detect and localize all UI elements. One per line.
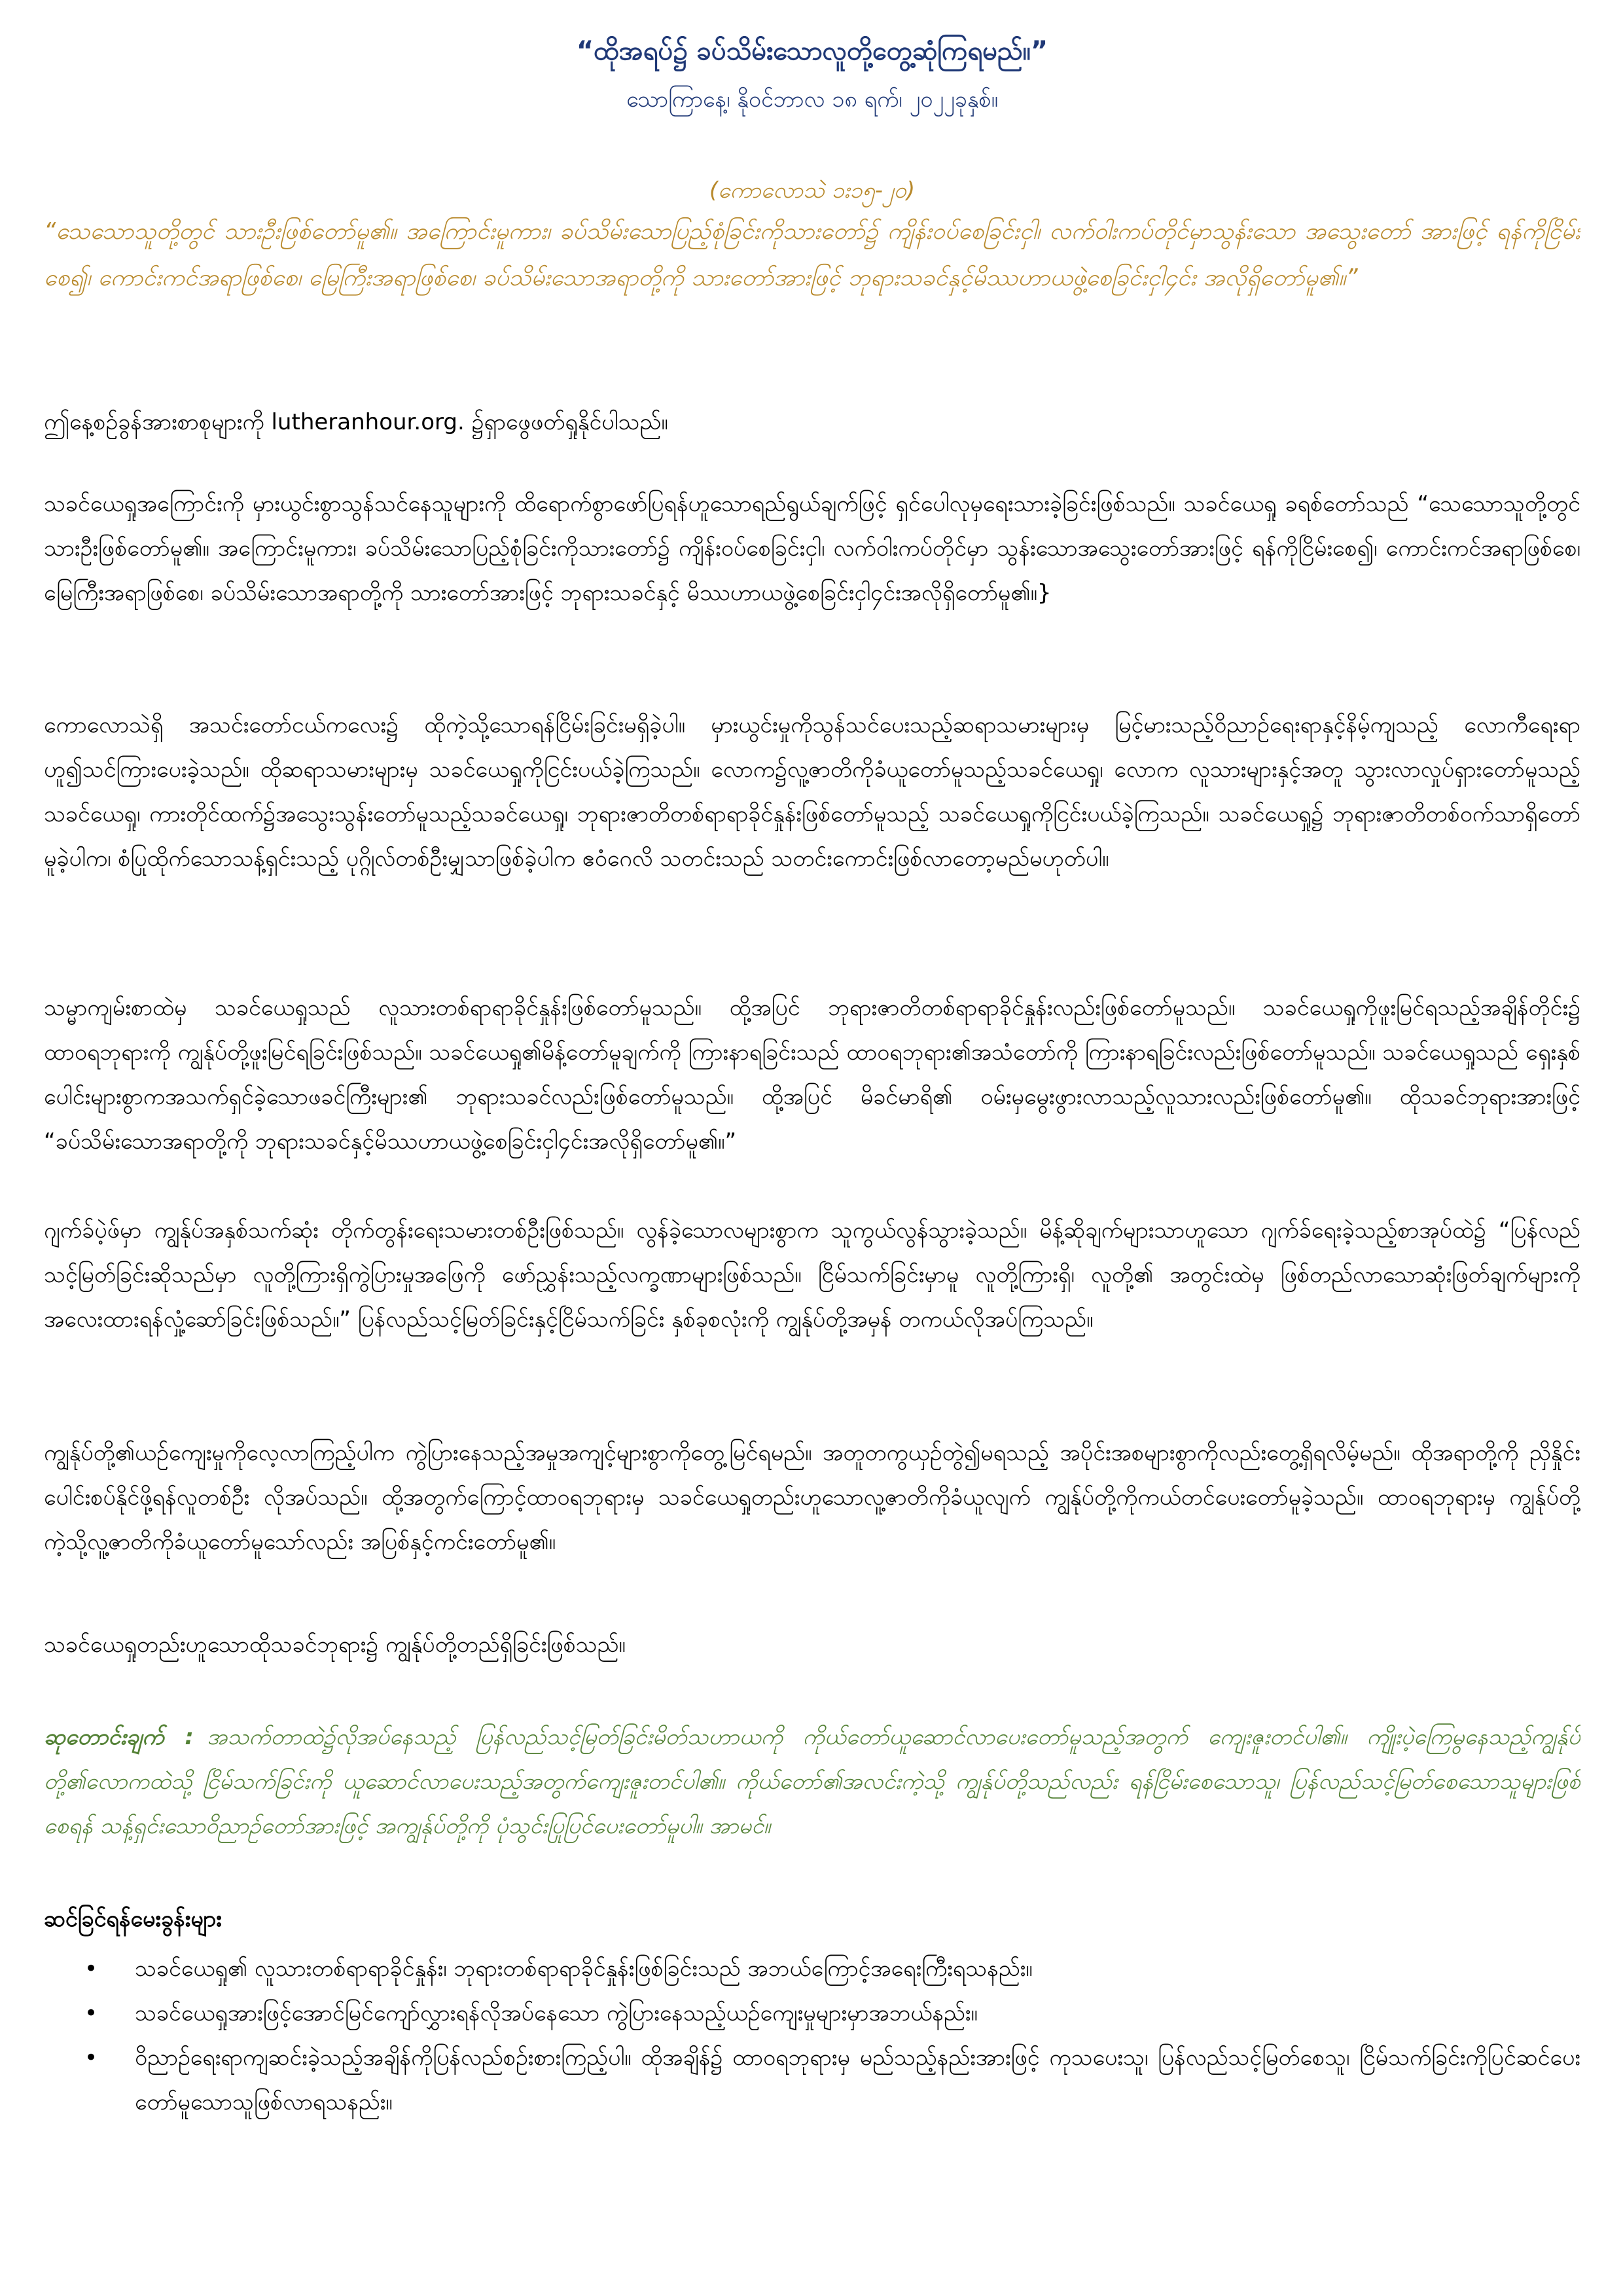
question-text: ဝိညာဉ်ရေးရာကျဆင်းခဲ့သည့်အချိန်ကိုပြန်လည်စဉ်းစားကြည့်ပါ။ ထိုအချိန်၌ ထာဝရဘုရားမှ မည်သည့်နည်းအားဖြင့် ကုသပေးသူ၊ ပြန်လည်သင့်မြတ်စေသူ၊ ငြိမ်သက်ခြင်းကိုပြင်ဆင်ပေးတော်မူသောသူဖြစ်လာရသနည်း။	[135, 2045, 1580, 2115]
question-item	[44, 1991, 1580, 2036]
prayer-block	[44, 1715, 1580, 1892]
prayer-label: ဆုတောင်းချက် :	[44, 1724, 194, 1750]
bullet-icon	[84, 2036, 98, 2080]
bullet-icon	[84, 1991, 98, 2036]
document-title: “ထိုအရပ်၌ ခပ်သိမ်းသောလူတို့တွေ့ဆုံကြရမည်။”	[576, 36, 1048, 66]
body-paragraph-6: သခင်ယေရှုတည်းဟူသောထိုသခင်ဘုရား၌ ကျွန်ုပ်တို့တည်ရှိခြင်းဖြစ်သည်။	[44, 1632, 626, 1658]
body-paragraph-2: ကောလောသဲရှိ အသင်းတော်ငယ်ကလေး၌ ထိုကဲ့သို့သောရန်ငြိမ်းခြင်းမရှိခဲ့ပါ။ မှားယွင်းမှုကိုသွန်သင်ပေးသည့်ဆရာသမားများမှ မြင့်မားသည့်ဝိညာဉ်ရေးရာနှင့်နိမ့်ကျသည့် လောကီရေးရာဟူ၍သင်ကြားပေးခဲ့သည်။ ထိုဆရာသမားများမှ သခင်ယေရှုကိုငြင်းပယ်ခဲ့ကြသည်။ လောက၌လူ့ဇာတိကိုခံယူတော်မူသည့်သခင်ယေရှု၊ လောက လူသားများနှင့်အတူ သွားလာလှုပ်ရှားတော်မူသည့်သခင်ယေရှု၊ ကားတိုင်ထက်၌အသွေးသွန်းတော်မူသည့်သခင်ယေရှု၊ ဘုရားဇာတိတစ်ရာရာခိုင်နှုန်းဖြစ်တော်မူသည့် သခင်ယေရှုကိုငြင်းပယ်ခဲ့ကြသည်။ သခင်ယေရှု၌ ဘုရားဇာတိတစ်ဝက်သာရှိတော်မူခဲ့ပါက၊ စံပြုထိုက်သောသန့်ရှင်းသည့် ပုဂ္ဂိုလ်တစ်ဦးမျှသာဖြစ်ခဲ့ပါက ဧဝံဂေလိ သတင်းသည် သတင်းကောင်းဖြစ်လာတော့မည်မဟုတ်ပါ။	[44, 712, 1580, 872]
date-line: သောကြာနေ့၊ နိုဝင်ဘာလ ၁၈ ရက်၊ ၂၀၂၂ခုနှစ်။	[626, 86, 998, 113]
question-text: သခင်ယေရှုအားဖြင့်အောင်မြင်ကျော်လွှားရန်လိုအပ်နေသော ကွဲပြားနေသည့်ယဉ်ကျေးမှုများမှာအဘယ်နည်း။	[135, 2000, 978, 2026]
question-item	[44, 1946, 1580, 1991]
body-paragraph-3: သမ္မာကျမ်းစာထဲမှ သခင်ယေရှုသည် လူသားတစ်ရာရာခိုင်နှုန်းဖြစ်တော်မူသည်။ ထို့အပြင် ဘုရားဇာတိတစ်ရာရာခိုင်နှုန်းလည်းဖြစ်တော်မူသည်။ သခင်ယေရှုကိုဖူးမြင်ရသည့်အချိန်တိုင်း၌ ထာဝရဘုရားကို ကျွန်ုပ်တို့ဖူးမြင်ရခြင်းဖြစ်သည်။ သခင်ယေရှု၏မိန့်တော်မူချက်ကို ကြားနာရခြင်းသည် ထာဝရဘုရား၏အသံတော်ကို ကြားနာရခြင်းလည်းဖြစ်တော်မူသည်။ သခင်ယေရှုသည် ရှေးနှစ်ပေါင်းများစွာကအသက်ရှင်ခဲ့သောဖခင်ကြီးများ၏ ဘုရားသခင်လည်းဖြစ်တော်မူသည်။ ထို့အပြင် မိခင်မာရိ၏ ဝမ်းမှမွေးဖွားလာသည့်လူသားလည်းဖြစ်တော်မူ၏။ ထိုသခင်ဘုရားအားဖြင့် “ခပ်သိမ်းသောအရာတို့ကို ဘုရားသခင်နှင့်မိဿဟာယဖွဲ့စေခြင်းငှါ၄င်းအလိုရှိတော်မူ၏။”	[44, 995, 1580, 1155]
question-text: သခင်ယေရှု၏ လူသားတစ်ရာရာခိုင်နှုန်း၊ ဘုရားတစ်ရာရာခိုင်နှုန်းဖြစ်ခြင်းသည် အဘယ်ကြောင့်အရေးကြီးရသနည်း။	[135, 1956, 1033, 1982]
prayer-text: အသက်တာထဲ၌လိုအပ်နေသည့် ပြန်လည်သင့်မြတ်ခြင်းမိတ်သဟာယကို ကိုယ်တော်ယူဆောင်လာပေးတော်မူသည့်အတွက် ကျေးဇူးတင်ပါ၏။ ကျိုးပဲ့ကြေမွနေသည့်ကျွန်ုပ်တို့၏လောကထဲသို့ ငြိမ်သက်ခြင်းကို ယူဆောင်လာပေးသည့်အတွက်ကျေးဇူးတင်ပါ၏။ ကိုယ်တော်၏အလင်းကဲ့သို့ ကျွန်ုပ်တို့သည်လည်း ရန်ငြိမ်းစေသောသူ၊ ပြန်လည်သင့်မြတ်စေသောသူများဖြစ်စေရန် သန့်ရှင်းသောဝိညာဉ်တော်အားဖြင့် အကျွန်ုပ်တို့ကို ပုံသွင်းပြုပြင်ပေးတော်မူပါ။ အာမင်။	[44, 1724, 1580, 1839]
body-paragraph-4: ဂျက်ခ်ပဲ့ဖ်မှာ ကျွန်ုပ်အနှစ်သက်ဆုံး တိုက်တွန်းရေးသမားတစ်ဦးဖြစ်သည်။ လွန်ခဲ့သောလများစွာက သူကွယ်လွန်သွားခဲ့သည်။ မိန့်ဆိုချက်များသာဟူသော ဂျက်ခ်ရေးခဲ့သည့်စာအုပ်ထဲ၌ “ပြန်လည်သင့်မြတ်ခြင်းဆိုသည်မှာ လူတို့ကြားရှိကွဲပြားမှုအဖြေကို ဖော်ညွှန်းသည့်လက္ခဏာများဖြစ်သည်။ ငြိမ်သက်ခြင်းမှာမူ လူတို့ကြားရှိ၊ လူတို့၏ အတွင်းထဲမှ ဖြစ်တည်လာသောဆုံးဖြတ်ချက်များကို အလေးထားရန်လှုံ့ဆော်ခြင်းဖြစ်သည်။” ပြန်လည်သင့်မြတ်ခြင်းနှင့်ငြိမ်သက်ခြင်း နှစ်ခုစလုံးကို ကျွန်ုပ်တို့အမှန် တကယ်လိုအပ်ကြသည်။	[44, 1217, 1580, 1333]
question-item	[44, 2036, 1580, 2125]
body-paragraph-5: ကျွန်ုပ်တို့၏ယဉ်ကျေးမှုကိုလေ့လာကြည့်ပါက ကွဲပြားနေသည့်အမှုအကျင့်များစွာကိုတွေ့မြင်ရမည်။ အတူတကွယှဉ်တွဲ၍မရသည့် အပိုင်းအစများစွာကိုလည်းတွေ့ရှိရလိမ့်မည်။ ထိုအရာတို့ကို ညှိနှိုင်းပေါင်းစပ်နိုင်ဖို့ရန်လူတစ်ဦး လိုအပ်သည်။ ထို့အတွက်ကြောင့်ထာဝရဘုရားမှ သခင်ယေရှုတည်းဟူသောလူ့ဇာတိကိုခံယူလျက် ကျွန်ုပ်တို့ကိုကယ်တင်ပေးတော်မူခဲ့သည်။ ထာဝရဘုရားမှ ကျွန်ုပ်တို့ကဲ့သို့လူ့ဇာတိကိုခံယူတော်မူသော်လည်း အပြစ်နှင့်ကင်းတော်မူ၏။	[44, 1440, 1580, 1555]
scripture-quote: “သေသောသူတို့တွင် သားဦးဖြစ်တော်မူ၏။ အကြောင်းမူကား၊ ခပ်သိမ်းသောပြည့်စုံခြင်းကိုသားတော်၌ ကျိန်းဝပ်စေခြင်းငှါ၊ လက်ဝါးကပ်တိုင်မှာသွန်းသော အသွေးတော် အားဖြင့် ရန်ကိုငြိမ်းစေ၍၊ ကောင်းကင်အရာဖြစ်စေ၊ မြေကြီးအရာဖြစ်စေ၊ ခပ်သိမ်းသောအရာတို့ကို သားတော်အားဖြင့် ဘုရားသခင်နှင့်မိဿဟာယဖွဲ့စေခြင်းငှါ၄င်း အလိုရှိတော်မူ၏။”	[44, 218, 1580, 291]
source-note: ဤနေ့စဉ်ခွန်အားစာစုများကို lutheranhour.org. ၌ရှာဖွေဖတ်ရှုနိုင်ပါသည်။	[44, 409, 668, 435]
scripture-reference: (ကောလောသဲ ၁း၁၅-၂၀)	[709, 177, 916, 204]
questions-heading: ဆင်ခြင်ရန်မေးခွန်းများ	[44, 1906, 222, 1932]
body-paragraph-1: သခင်ယေရှုအကြောင်းကို မှားယွင်းစွာသွန်သင်နေသူများကို ထိရောက်စွာဖော်ပြရန်ဟူသောရည်ရွယ်ချက်ဖြင့် ရှင်ပေါလုမှရေးသားခဲ့ခြင်းဖြစ်သည်။ သခင်ယေရှု ခရစ်တော်သည် “သေသောသူတို့တွင် သားဦးဖြစ်တော်မူ၏။ အကြောင်းမူကား၊ ခပ်သိမ်းသောပြည့်စုံခြင်းကိုသားတော်၌ ကျိန်းဝပ်စေခြင်းငှါ၊ လက်ဝါးကပ်တိုင်မှာ သွန်းသောအသွေးတော်အားဖြင့် ရန်ကိုငြိမ်းစေ၍၊ ကောင်းကင်အရာဖြစ်စေ၊ မြေကြီးအရာဖြစ်စေ၊ ခပ်သိမ်းသောအရာတို့ကို သားတော်အားဖြင့် ဘုရားသခင်နှင့် မိဿဟာယဖွဲ့စေခြင်းငှါ၄င်းအလိုရှိတော်မူ၏။}	[44, 491, 1580, 606]
bullet-icon	[84, 1946, 98, 1991]
questions-list	[44, 1946, 1580, 2254]
